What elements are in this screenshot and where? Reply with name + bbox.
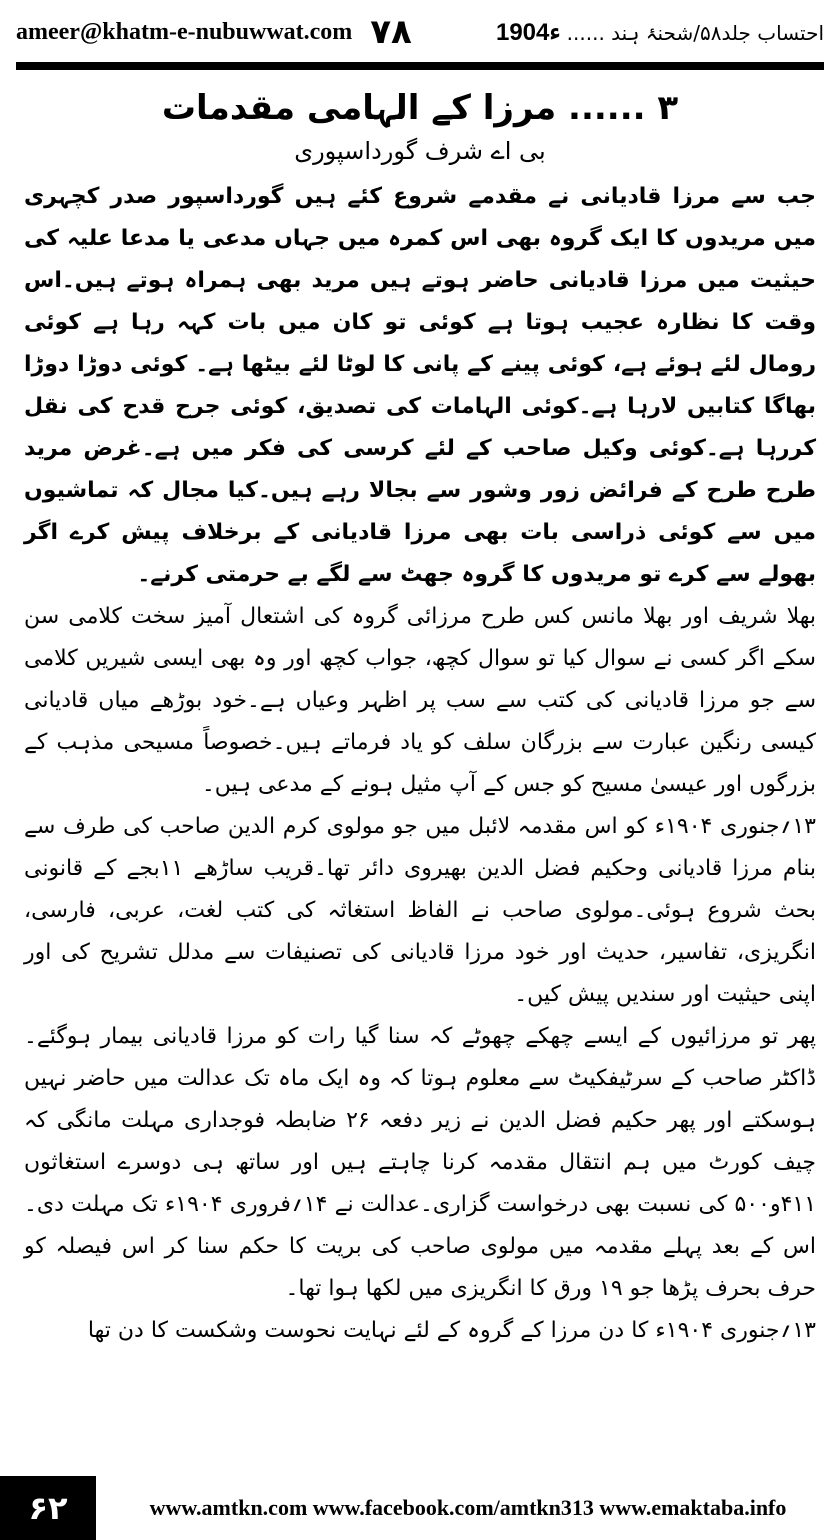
article-body	[24, 84, 816, 1450]
article-author: بی اے شرف گورداسپوری	[294, 137, 546, 165]
paragraph-1: جب سے مرزا قادیانی نے مقدمے شروع کئے ہیں گورداسپور صدر کچہری میں مریدوں کا ایک گروہ بھی اس کمرہ میں جہاں مدعی یا مدعا علیہ کی حیثیت میں مرزا قادیانی حاضر ہوتے ہیں مرید بھی ہمراہ ہوتے ہیں۔اس وقت کا نظارہ عجیب ہوتا ہے کوئی تو کان میں بات کہہ رہا ہے کوئی رومال لئے ہوئے ہے، کوئی پینے کے پانی کا لوٹا لئے بیٹھا ہے۔ کوئی دوڑا دوڑا بھاگا کتابیں لارہا ہے۔کوئی الہامات کی تصدیق، کوئی جرح قدح کی نقل کررہا ہے۔کوئی وکیل صاحب کے لئے کرسی کی فکر میں ہے۔غرض مرید طرح طرح کے فرائض زور وشور سے بجالا رہے ہیں۔کیا مجال کہ تماشیوں میں سے کوئی ذراسی بات بھی مرزا قادیانی کے برخلاف پیش کرے اگر بھولے سے کرے تو مریدوں کا گروہ جھٹ سے لگے بے حرمتی کرنے۔	[24, 184, 816, 587]
paragraph-5: ۱۳؍جنوری ۱۹۰۴ء کا دن مرزا کے گروہ کے لئے نہایت نحوست وشکست کا دن تھا	[87, 1318, 816, 1343]
paragraph-4: پھر تو مرزائیوں کے ایسے چھکے چھوٹے کہ سنا گیا رات کو مرزا قادیانی بیمار ہوگئے۔ ڈاکٹر صاحب کے سرٹیفکیٹ سے معلوم ہوتا کہ وہ ایک ماہ تک عدالت میں حاضر نہیں ہوسکتے اور پھر حکیم فضل الدین نے زیر دفعہ ۲۶ ضابطہ فوجداری مہلت مانگی کہ چیف کورٹ میں ہم انتقال مقدمہ کرنا چاہتے ہیں اور ساتھ ہی دوسرے استغاثوں ۴۱۱و۵۰۰ کی نسبت بھی درخواست گزاری۔عدالت نے ۱۴؍فروری ۱۹۰۴ء تک مہلت دی۔اس کے بعد پہلے مقدمہ میں مولوی صاحب کی بریت کا حکم سنا کر اس فیصلہ کو حرف بحرف پڑھا جو ۱۹ ورق کا انگریزی میں لکھا ہوا تھا۔	[24, 1024, 817, 1301]
paragraph-2: بھلا شریف اور بھلا مانس کس طرح مرزائی گروہ کی اشتعال آمیز سخت کلامی سن سکے اگر کسی نے سوال کیا تو سوال کچھ، جواب کچھ اور وہ بھی ایسی شیریں کلامی سے جو مرزا قادیانی کی کتب سے سب پر اظہر وعیاں ہے۔خود بوڑھے میاں قادیانی کیسی رنگین عبارت سے بزرگان سلف کو یاد فرماتے ہیں۔خصوصاً مسیحی مذہب کے بزرگوں اور عیسیٰ مسیح کو جس کے آپ مثیل ہونے کے مدعی ہیں۔	[24, 604, 816, 797]
paragraph-3: ۱۳؍جنوری ۱۹۰۴ء کو اس مقدمہ لائبل میں جو مولوی کرم الدین صاحب کی طرف سے بنام مرزا قادیانی وحکیم فضل الدین بھیروی دائر تھا۔قریب ساڑھے ۱۱بجے کے قانونی بحث شروع ہوئی۔مولوی صاحب نے الفاظ استغاثہ کی کتب لغت، عربی، فارسی، انگریزی، تفاسیر، حدیث اور خود مرزا قادیانی کی تصنیفات سے مدلل تشریح کی اور اپنی حیثیت اور سندیں پیش کیں۔	[24, 814, 817, 1007]
footer-page-number: ۶۲	[0, 1476, 96, 1540]
header-email[interactable]: ameer@khatm-e-nubuwwat.com	[16, 18, 353, 45]
header-journal: احتساب جلد۵۸/شحنۂ ہند ......	[566, 20, 824, 45]
page-footer	[0, 1476, 840, 1540]
header-left	[16, 12, 412, 52]
header-year: 1904ء	[495, 18, 561, 46]
footer-urls[interactable]: www.amtkn.com www.facebook.com/amtkn313 www.emaktaba.info	[149, 1495, 787, 1520]
header-right	[496, 18, 824, 47]
page-header	[16, 12, 824, 52]
header-page-number: ۷۸	[370, 12, 412, 52]
article-title: ۳ ...... مرزا کے الہامی مقدمات	[161, 88, 679, 128]
header-rule	[16, 62, 824, 70]
